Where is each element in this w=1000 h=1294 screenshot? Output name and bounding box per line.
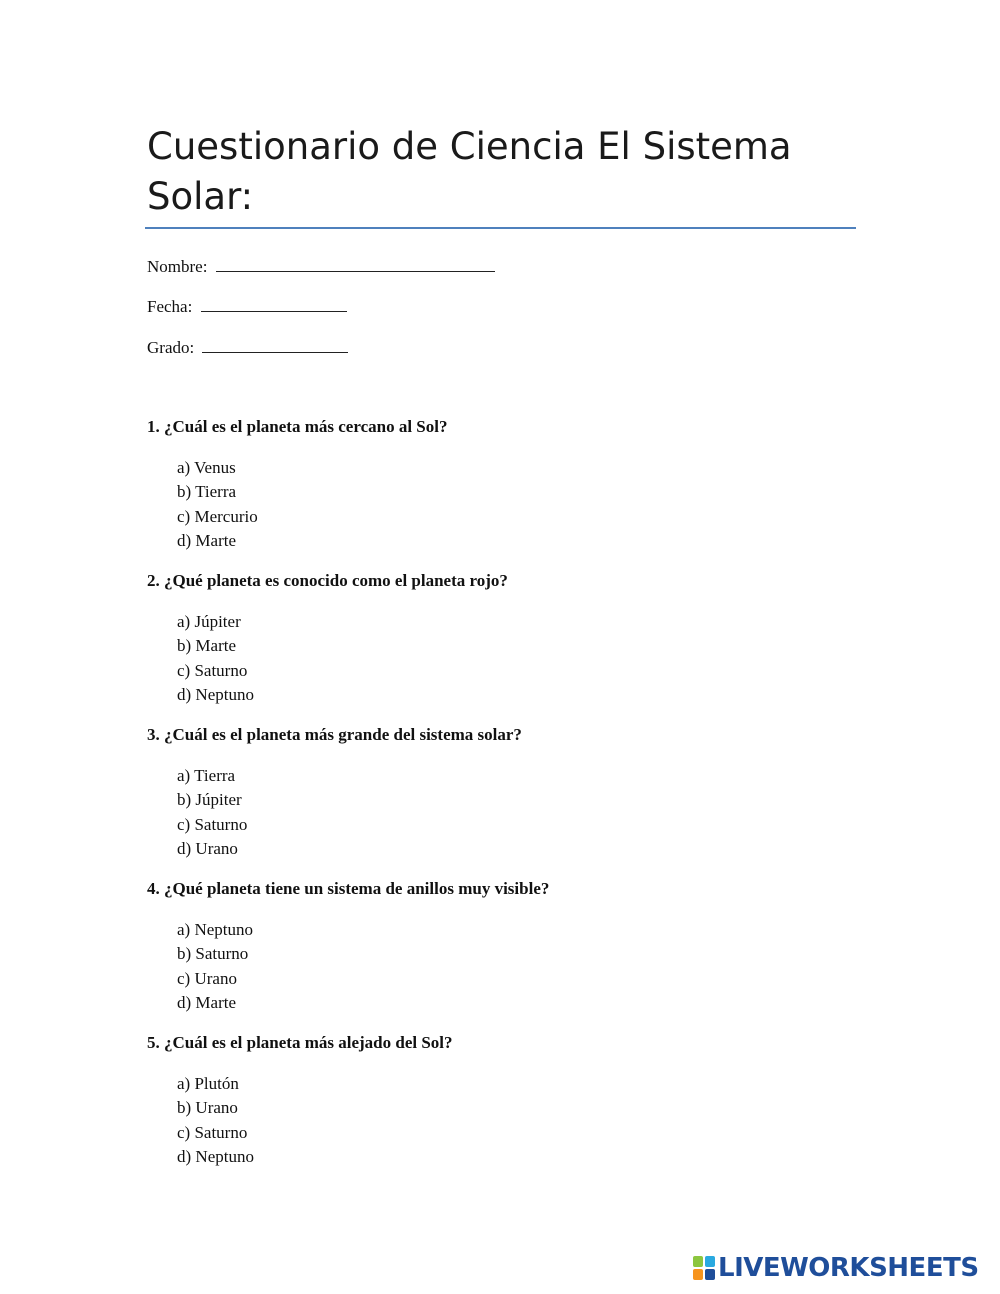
option-item[interactable]: b) Tierra (177, 482, 237, 502)
question-3-options (177, 764, 247, 861)
question-4-options (177, 918, 253, 1015)
page-title: Cuestionario de Ciencia El Sistema Solar: (147, 125, 792, 218)
logo-tile (705, 1269, 715, 1280)
grade-label: Grado: (147, 338, 195, 357)
logo-tile (705, 1256, 715, 1267)
question-5: 5. ¿Cuál es el planeta más alejado del Sol? (147, 1033, 453, 1052)
liveworksheets-logo-icon (693, 1256, 715, 1280)
option-item[interactable]: c) Saturno (177, 814, 248, 834)
date-label: Fecha: (147, 297, 193, 316)
option-item[interactable]: d) Neptuno (177, 684, 254, 704)
option-item[interactable]: b) Saturno (177, 944, 249, 964)
option-item[interactable]: c) Urano (177, 968, 237, 988)
option-item[interactable]: a) Júpiter (177, 612, 241, 631)
option-item[interactable]: c) Mercurio (177, 506, 258, 526)
question-5-options (177, 1072, 254, 1169)
question-4: 4. ¿Qué planeta tiene un sistema de anillos muy visible? (147, 879, 550, 898)
logo-tile (693, 1256, 703, 1267)
option-item[interactable]: b) Júpiter (177, 790, 242, 810)
name-blank[interactable] (216, 255, 495, 272)
option-item[interactable]: a) Plutón (177, 1074, 239, 1093)
question-1-options (177, 456, 258, 553)
option-item[interactable]: d) Marte (177, 530, 237, 550)
question-2: 2. ¿Qué planeta es conocido como el planeta rojo? (147, 571, 508, 590)
option-item[interactable]: a) Neptuno (177, 920, 254, 939)
option-item[interactable]: a) Venus (177, 458, 236, 477)
name-field (147, 255, 495, 278)
option-item[interactable]: a) Tierra (177, 766, 236, 785)
option-item[interactable]: b) Urano (177, 1098, 238, 1118)
option-item[interactable]: b) Marte (177, 636, 237, 656)
liveworksheets-logo (693, 1254, 979, 1282)
option-item[interactable]: c) Saturno (177, 1122, 248, 1142)
question-2-options (177, 610, 254, 707)
option-item[interactable]: c) Saturno (177, 660, 248, 680)
grade-field (147, 336, 348, 359)
name-label: Nombre: (147, 257, 208, 276)
date-field (147, 295, 347, 318)
title-underline (145, 227, 856, 229)
logo-tile (693, 1269, 703, 1280)
logo-text: LIVEWORKSHEETS (718, 1253, 979, 1283)
grade-blank[interactable] (202, 336, 348, 353)
question-1: 1. ¿Cuál es el planeta más cercano al Sol? (147, 417, 448, 436)
option-item[interactable]: d) Neptuno (177, 1146, 254, 1166)
question-3: 3. ¿Cuál es el planeta más grande del sistema solar? (147, 725, 522, 744)
option-item[interactable]: d) Urano (177, 838, 238, 858)
date-blank[interactable] (201, 295, 347, 312)
option-item[interactable]: d) Marte (177, 992, 237, 1012)
